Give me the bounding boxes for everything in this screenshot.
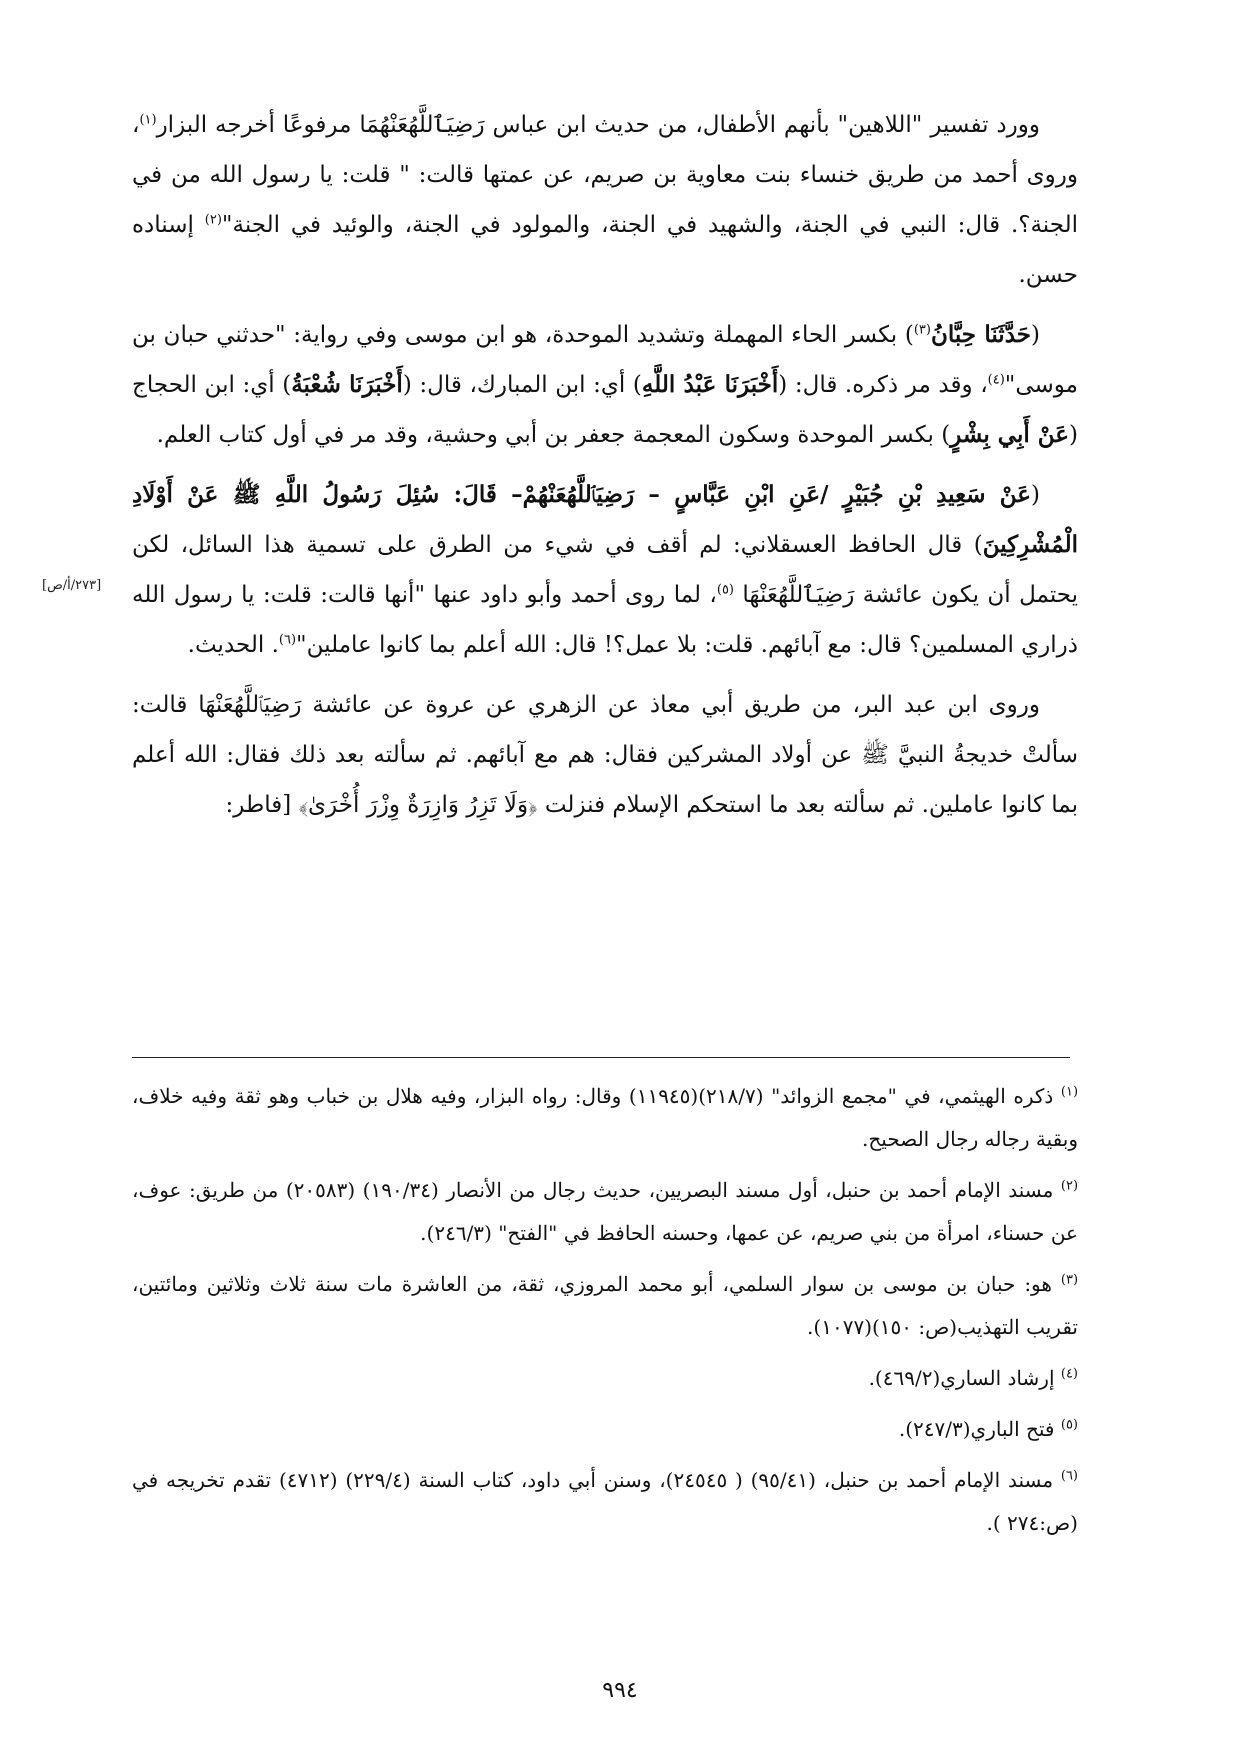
footnote	[132, 1263, 1078, 1349]
footnote-number: (٢)	[1060, 1178, 1079, 1194]
body-text: ، وروى أحمد من طريق خنساء بنت معاوية بن صريم، عن عمتها قالت: " قلت: يا رسول الله من في الجنة؟. قال: النبي في الجنة، والشهيد في الجنة، والمولود في الجنة، والوئيد في الجنة"	[132, 112, 1079, 238]
bold-hadith-text: عَنْ سَعِيدِ بْنِ جُبَيْرٍ /عَنِ ابْنِ عَبَّاسٍ – رَضِيَٱللَّهُعَنْهُمْ– قَالَ: سُئِلَ رَسُولُ اللَّهِ ﷺ عَنْ أَوْلَادِ الْمُشْرِكِينَ	[132, 481, 1078, 558]
footnote-text: مسند الإمام أحمد بن حنبل، أول مسند البصريين، حديث رجال من الأنصار (١٩٠/٣٤) (٢٠٥٨٣) من طريق: عوف، عن حسناء، امرأة من بني صريم، عن عمها، وحسنه الحافظ في "الفتح" (٢٤٦/٣).	[132, 1178, 1078, 1245]
bold-hadith-text: أَخْبَرَنَا عَبْدُ اللَّهِ	[641, 371, 779, 398]
footnote	[132, 1459, 1078, 1545]
footnote-number: (١)	[1060, 1084, 1079, 1100]
footnote-reference: (٥)	[716, 582, 734, 598]
paragraph-2	[132, 310, 1078, 460]
paragraph-3	[132, 470, 1078, 670]
bold-hadith-text: أَخْبَرَنَا شُعْبَةُ	[291, 371, 403, 398]
paragraph-4	[132, 680, 1078, 830]
footnote	[132, 1075, 1078, 1161]
footnote	[132, 1357, 1078, 1400]
body-text: ) بكسر الموحدة وسكون المعجمة جعفر بن أبي وحشية، وقد مر في أول كتاب العلم.	[156, 422, 951, 448]
body-text: ) قال الحافظ العسقلاني: لم أقف في شيء من الطرق على تسمية هذا السائل، لكن يحتمل أن يكون عائشة رَضِيَٱللَّهُعَنْهَا	[132, 532, 1079, 608]
body-text: (	[1031, 482, 1040, 508]
body-text: (	[1031, 322, 1040, 348]
body-text: وورد تفسير "اللاهين" بأنهم الأطفال، من حديث ابن عباس رَضِيَٱللَّهُعَنْهُمَا مرفوعًا أخرجه البزار	[156, 112, 1040, 138]
footnote-number: (٤)	[1060, 1366, 1078, 1382]
footnote-reference: (٤)	[987, 372, 1005, 388]
footnotes	[132, 1075, 1078, 1553]
footnote-separator	[132, 1057, 1070, 1058]
bold-hadith-text: عَنْ أَبِي بِشْرٍ	[950, 421, 1070, 448]
marginal-manuscript-note: [٢٧٣/أ/ص]	[42, 578, 102, 593]
bold-hadith-text: حَدَّثَنَا حِبَّانُ	[930, 321, 1032, 348]
paragraph-1	[132, 100, 1078, 300]
footnote-number: (٥)	[1060, 1417, 1078, 1433]
footnote	[132, 1408, 1078, 1451]
footnote-number: (٣)	[1060, 1272, 1079, 1288]
footnote-text: إرشاد الساري(٤٦٩/٢).	[868, 1366, 1055, 1390]
body-text: ) أي: ابن الحجاج (	[132, 372, 1078, 448]
body-text: ) أي: ابن المبارك، قال: (	[402, 372, 642, 398]
body-text: ) بكسر الحاء المهملة وتشديد الموحدة، هو ابن موسى وفي رواية: "حدثني حبان بن موسى"	[132, 322, 1079, 398]
footnote-reference: (١)	[139, 112, 157, 128]
footnote	[132, 1169, 1078, 1255]
footnote-text: مسند الإمام أحمد بن حنبل، (٩٥/٤١) ( ٢٤٥٤٥)، وسنن أبي داود، كتاب السنة (٢٢٩/٤) (٤٧١٢) تقدم تخريجه في (ص:٢٧٤ ).	[132, 1468, 1078, 1535]
main-text	[132, 100, 1078, 840]
body-text: وروى ابن عبد البر، من طريق أبي معاذ عن الزهري عن عروة عن عائشة رَضِيَٱللَّهُعَنْهَا قالت: سألتْ خديجةُ النبيَّ ﷺ عن أولاد المشركين فقال: هم مع آبائهم. ثم سألته بعد ذلك فقال: الله أعلم بما كانوا عاملين. ثم سألته بعد ما استحكم الإسلام فنزلت ﴿وَلَا تَزِرُ وَازِرَةٌ وِزْرَ أُخْرَىٰ﴾ [فاطر:	[132, 692, 1078, 818]
footnote-text: هو: حبان بن موسى بن سوار السلمي، أبو محمد المروزي، ثقة، من العاشرة مات سنة ثلاث وثلاثين ومائتين، تقريب التهذيب(ص: ١٥٠)(١٠٧٧).	[132, 1272, 1078, 1339]
page-number: ٩٩٤	[602, 1678, 638, 1703]
footnote-text: ذكره الهيثمي، في "مجمع الزوائد" (٢١٨/٧)(١١٩٤٥) وقال: رواه البزار، وفيه هلال بن خباب وهو ثقة وفيه خلاف، وبقية رجاله رجال الصحيح.	[132, 1084, 1078, 1151]
footnote-text: فتح الباري(٢٤٧/٣).	[898, 1417, 1055, 1441]
footnote-number: (٦)	[1060, 1468, 1078, 1484]
footnote-reference: (٣)	[913, 322, 931, 338]
footnote-reference: (٢)	[204, 212, 222, 228]
body-text: ، وقد مر ذكره. قال: (	[778, 372, 988, 398]
body-text: . الحديث.	[187, 632, 279, 658]
body-text: ، لما روى أحمد وأبو داود عنها "أنها قالت: قلت: يا رسول الله ذراري المسلمين؟ قال: مع آبائهم. قلت: بلا عمل؟! قال: الله أعلم بما كانوا عاملين"	[132, 582, 1078, 658]
footnote-reference: (٦)	[278, 632, 297, 648]
body-text: إسناده حسن.	[132, 212, 1078, 288]
